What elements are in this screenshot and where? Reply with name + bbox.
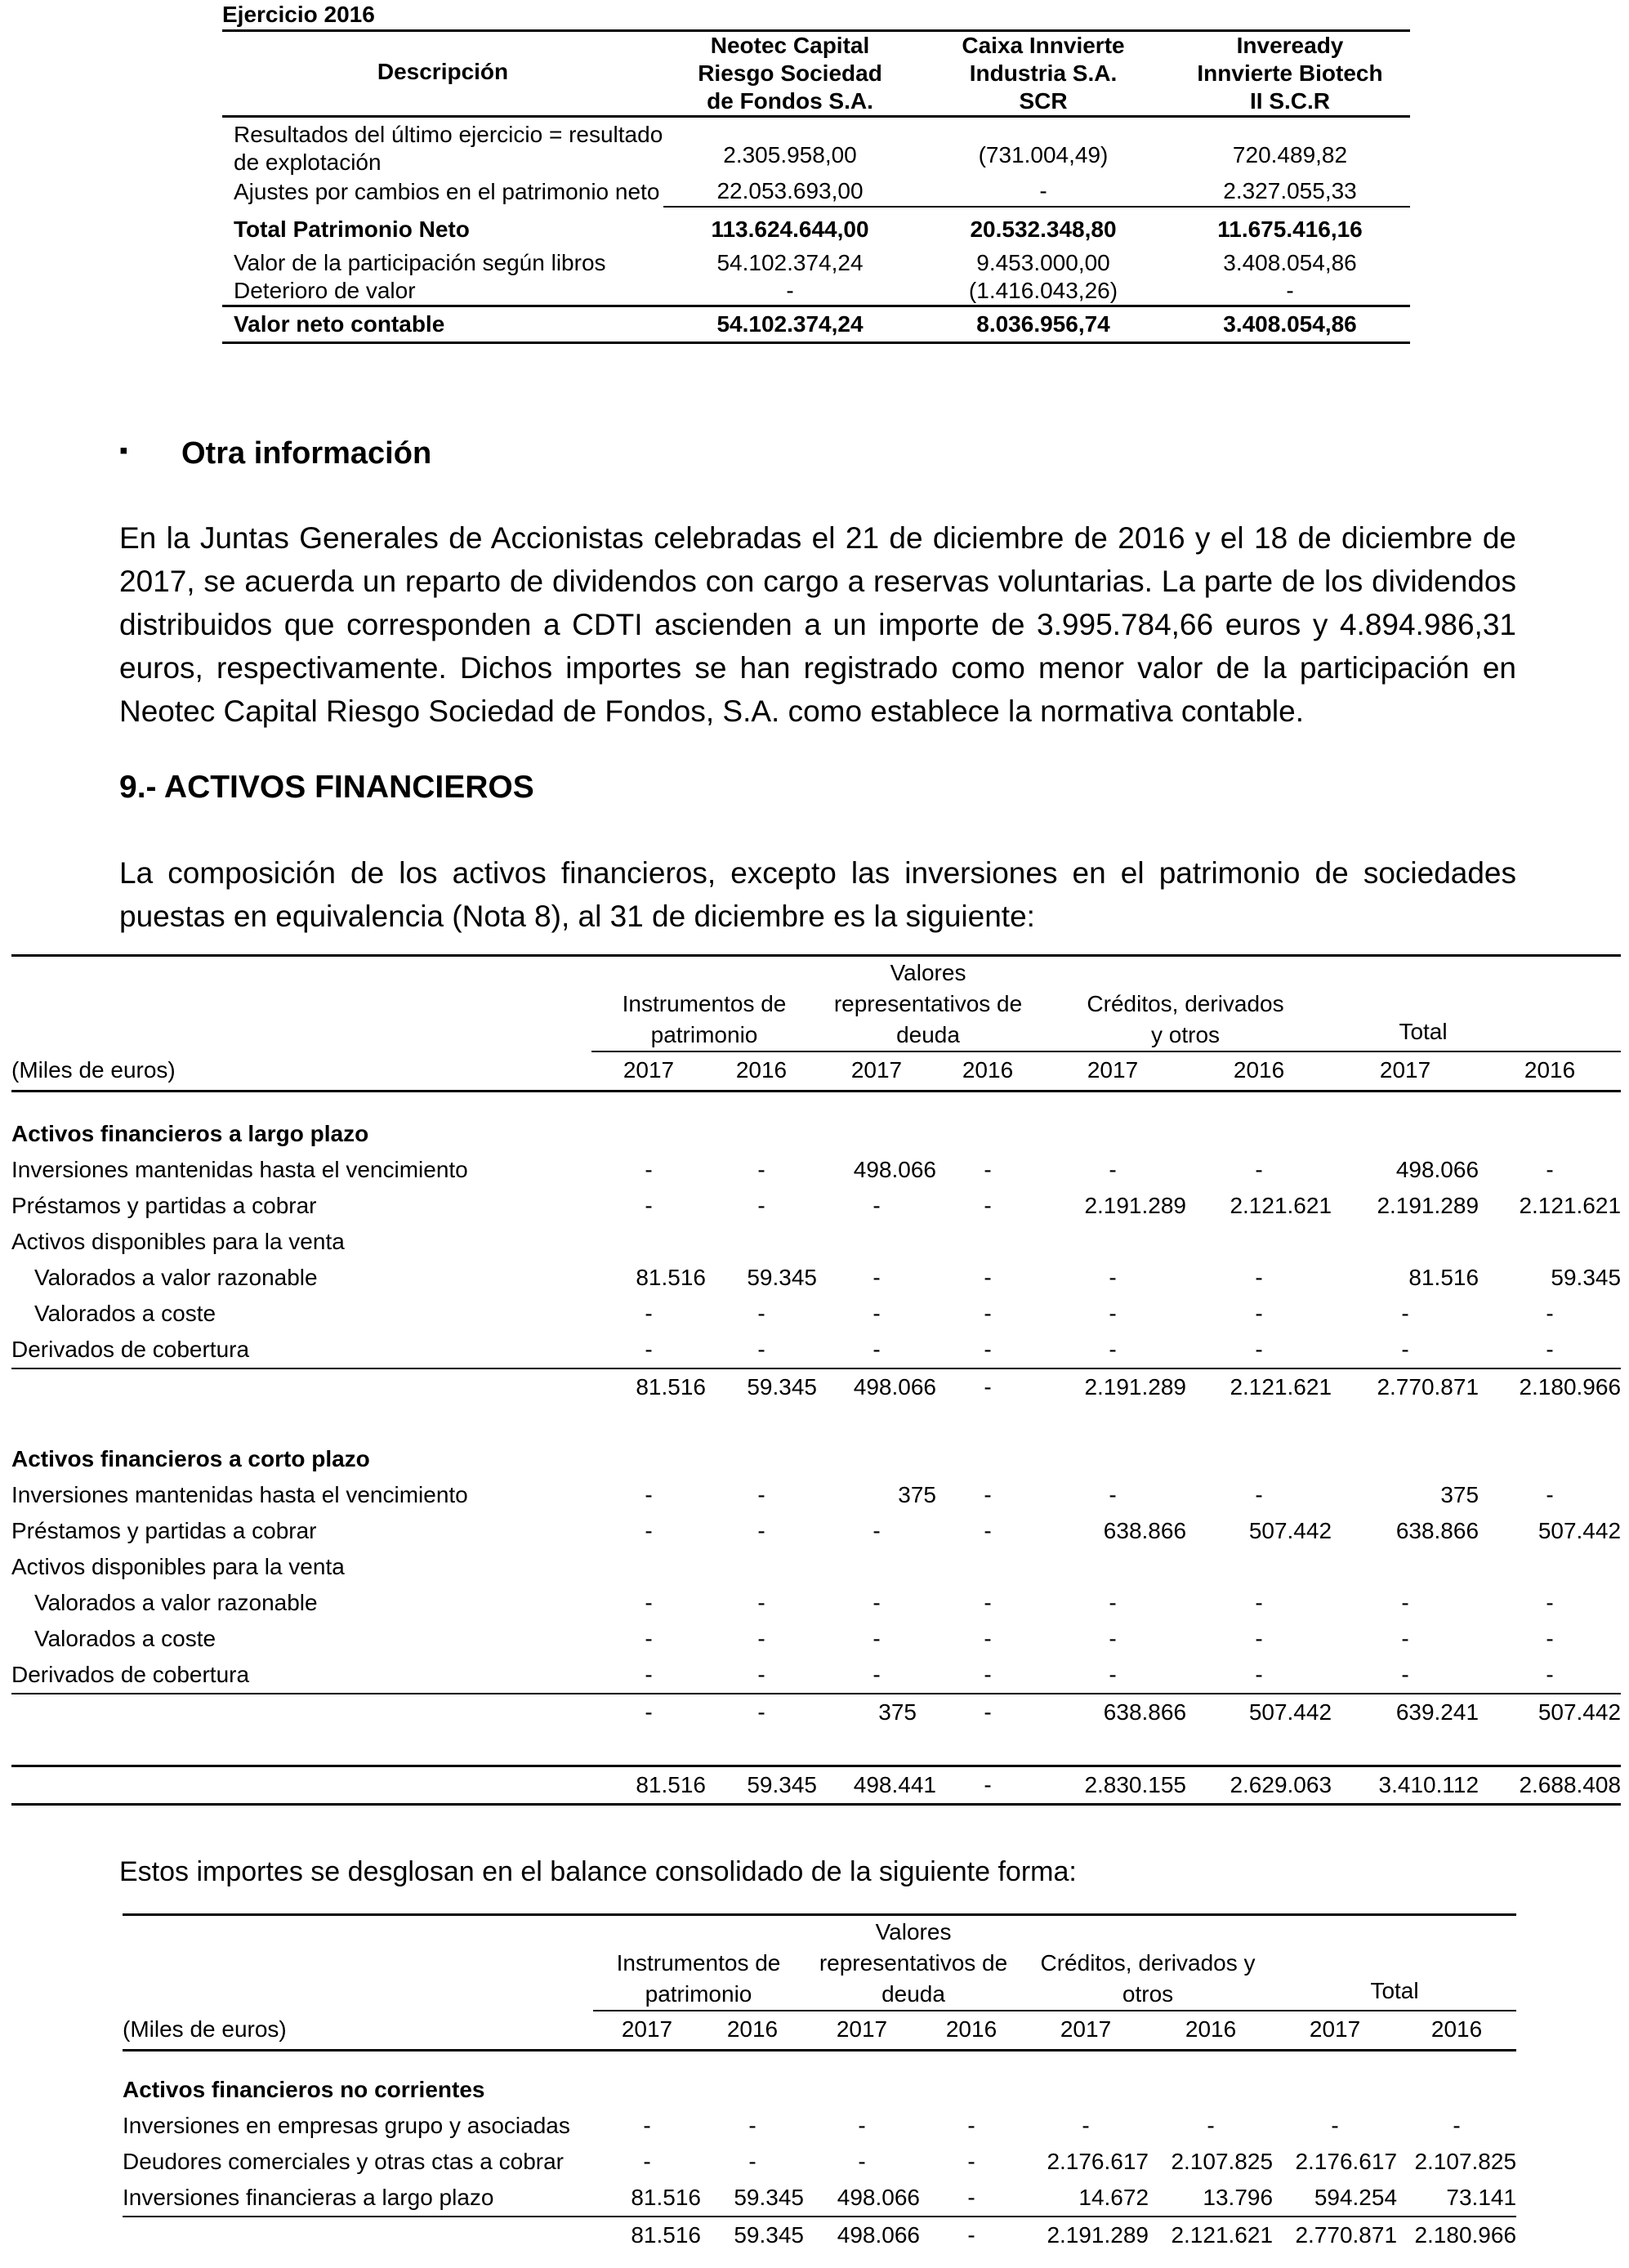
- table-row: [11, 1513, 1621, 1549]
- value-cell: -: [757, 1192, 765, 1218]
- paragraph-breakdown: Estos importes se desglosan en el balance consolidado de la siguiente forma:: [119, 1856, 1077, 1887]
- breakdown-rows: [123, 2108, 1516, 2217]
- total-cell: -: [936, 1368, 1039, 1405]
- total-cell: -: [591, 1694, 706, 1730]
- breakdown-group-header: Valores representativos de deuda: [804, 1917, 1023, 2011]
- value-cell: 498.066: [837, 2184, 920, 2210]
- total-cell: 639.241: [1332, 1694, 1479, 1730]
- assets-long-term-title-row: [11, 1116, 1621, 1152]
- value-cell: -: [748, 2112, 756, 2138]
- assets-table-top-rule: [11, 954, 1621, 957]
- value-cell: -: [757, 1661, 765, 1687]
- total-cell: 507.442: [1186, 1694, 1332, 1730]
- value-cell: -: [1546, 1481, 1554, 1507]
- year-cell: 2017: [817, 1051, 936, 1092]
- row-label: Inversiones mantenidas hasta el vencimiento: [11, 1481, 468, 1507]
- row-label: Valorados a coste: [34, 1300, 216, 1326]
- breakdown-table-top-rule: [123, 1913, 1516, 1916]
- value-cell: -: [1255, 1336, 1263, 1362]
- row-label: Inversiones financieras a largo plazo: [123, 2184, 494, 2210]
- row-label: Deudores comerciales y otras ctas a cobrar: [123, 2148, 564, 2174]
- value-cell: -: [984, 1517, 992, 1543]
- total-cell: 507.442: [1479, 1694, 1621, 1730]
- assets-short-term-title: Activos financieros a corto plazo: [11, 1445, 370, 1471]
- year-cell: 2016: [1397, 2011, 1516, 2051]
- value-cell: -: [873, 1336, 881, 1362]
- equity-cell: 3.408.054,86: [1170, 306, 1410, 343]
- breakdown-group-header: Total: [1273, 1917, 1516, 2011]
- equity-cell: (731.004,49): [978, 142, 1109, 167]
- total-cell: 2.191.289: [1023, 2217, 1149, 2253]
- row-label: Activos disponibles para la venta: [11, 1228, 345, 1254]
- value-cell: -: [645, 1625, 653, 1651]
- value-cell: -: [1082, 2112, 1090, 2138]
- value-cell: -: [1453, 2112, 1461, 2138]
- grand-total-cell: 498.441: [817, 1766, 936, 1805]
- assets-long-term-total-row: [11, 1368, 1621, 1405]
- value-cell: -: [1546, 1336, 1554, 1362]
- assets-long-term-rows: [11, 1152, 1621, 1368]
- value-cell: 2.191.289: [1377, 1192, 1479, 1218]
- bullet-icon: ▪: [119, 437, 128, 464]
- value-cell: -: [1109, 1661, 1117, 1687]
- value-cell: 81.516: [636, 1264, 706, 1290]
- table-row: [11, 1621, 1621, 1657]
- year-cell: 2017: [804, 2011, 920, 2051]
- value-cell: -: [757, 1481, 765, 1507]
- value-cell: [591, 1224, 706, 1260]
- equity-cell: 54.102.374,24: [663, 306, 917, 343]
- value-cell: 2.176.617: [1295, 2148, 1398, 2174]
- total-cell: 498.066: [817, 1368, 936, 1405]
- value-cell: 73.141: [1446, 2184, 1517, 2210]
- equity-table-caption-row: [222, 0, 1410, 31]
- value-cell: -: [1546, 1589, 1554, 1615]
- value-cell: 638.866: [1395, 1517, 1479, 1543]
- row-label: Préstamos y partidas a cobrar: [11, 1517, 317, 1543]
- equity-row-label: Resultados del último ejercicio = resultado de explotación: [234, 122, 663, 175]
- value-cell: -: [873, 1589, 881, 1615]
- value-cell: -: [645, 1481, 653, 1507]
- assets-short-term-total-row: [11, 1694, 1621, 1730]
- year-cell: 2016: [701, 2011, 804, 2051]
- total-cell: 498.066: [804, 2217, 920, 2253]
- total-cell: 2.121.621: [1186, 1368, 1332, 1405]
- equity-cell: 11.675.416,16: [1217, 217, 1363, 242]
- equity-cell: 113.624.644,00: [711, 217, 869, 242]
- value-cell: [706, 1549, 817, 1585]
- value-cell: -: [1331, 2112, 1339, 2138]
- equity-header-neotec: Neotec Capital Riesgo Sociedad de Fondos S.A.: [663, 31, 917, 117]
- equity-cell: 20.532.348,80: [970, 217, 1117, 242]
- value-cell: -: [1401, 1661, 1409, 1687]
- table-row: [11, 1549, 1621, 1585]
- total-cell: 2.180.966: [1397, 2217, 1516, 2253]
- value-cell: -: [1255, 1589, 1263, 1615]
- year-cell: 2016: [1479, 1051, 1621, 1092]
- paragraph-composition: La composición de los activos financieros, excepto las inversiones en el patrimonio de sociedades puestas en equivalencia (Nota 8), al 31 de diciembre es la siguiente:: [119, 856, 1516, 933]
- value-cell: 2.176.617: [1047, 2148, 1149, 2174]
- row-label: Activos disponibles para la venta: [11, 1553, 345, 1579]
- value-cell: -: [1255, 1156, 1263, 1182]
- row-label: Inversiones en empresas grupo y asociadas: [123, 2112, 570, 2138]
- total-cell: -: [920, 2217, 1023, 2253]
- assets-group-header: Créditos, derivados y otros: [1039, 958, 1332, 1051]
- value-cell: [1039, 1224, 1186, 1260]
- value-cell: 638.866: [1103, 1517, 1187, 1543]
- equity-cell: 22.053.693,00: [663, 176, 917, 207]
- grand-total-cell: 2.688.408: [1479, 1766, 1621, 1805]
- value-cell: [1479, 1549, 1621, 1585]
- value-cell: -: [984, 1336, 992, 1362]
- breakdown-unit-label: (Miles de euros): [123, 2011, 593, 2051]
- equity-cell: 8.036.956,74: [917, 306, 1170, 343]
- value-cell: 81.516: [1408, 1264, 1479, 1290]
- value-cell: -: [1109, 1481, 1117, 1507]
- year-cell: 2017: [1023, 2011, 1149, 2051]
- equity-header-caixa: Caixa Innvierte Industria S.A. SCR: [917, 31, 1170, 117]
- value-cell: -: [967, 2184, 975, 2210]
- value-cell: 498.066: [1395, 1156, 1479, 1182]
- value-cell: 2.107.825: [1171, 2148, 1274, 2174]
- table-row: [11, 1188, 1621, 1224]
- value-cell: -: [1401, 1300, 1409, 1326]
- value-cell: -: [858, 2148, 866, 2174]
- paragraph-dividends: En la Juntas Generales de Accionistas celebradas el 21 de diciembre de 2016 y el 18 de diciembre de 2017, se acuerda un reparto de dividendos con cargo a reservas voluntarias. La parte de los dividendos distribuidos que corresponden a CDTI ascienden a un importe de 3.995.784,66 euros y 4.894.986,31 euros, respectivamente. Dichos importes se han registrado como menor valor de la participación en Neotec Capital Riesgo Sociedad de Fondos, S.A. como establece la normativa contable.: [119, 521, 1516, 728]
- equity-cell: -: [917, 176, 1170, 207]
- value-cell: -: [873, 1264, 881, 1290]
- table-row: [11, 1657, 1621, 1694]
- row-label: Inversiones mantenidas hasta el vencimiento: [11, 1156, 468, 1182]
- equity-row-valor-neto: [222, 306, 1410, 343]
- equity-cell: 2.305.958,00: [723, 142, 857, 167]
- value-cell: [817, 1549, 936, 1585]
- equity-row-ajustes: [222, 176, 1410, 207]
- equity-row-label: Ajustes por cambios en el patrimonio neto: [234, 179, 660, 204]
- equity-cell: 54.102.374,24: [716, 250, 864, 275]
- equity-row-total-patrimonio: [222, 207, 1410, 244]
- total-cell: 59.345: [701, 2217, 804, 2253]
- assets-group-header-row: [11, 958, 1621, 1051]
- value-cell: -: [1109, 1336, 1117, 1362]
- value-cell: -: [984, 1264, 992, 1290]
- value-cell: 375: [1440, 1481, 1479, 1507]
- value-cell: -: [645, 1336, 653, 1362]
- equity-cell: (1.416.043,26): [917, 277, 1170, 306]
- value-cell: 2.107.825: [1414, 2148, 1517, 2174]
- value-cell: -: [984, 1589, 992, 1615]
- value-cell: -: [757, 1156, 765, 1182]
- grand-total-cell: 81.516: [591, 1766, 706, 1805]
- value-cell: -: [873, 1300, 881, 1326]
- value-cell: 375: [898, 1481, 936, 1507]
- row-label: Derivados de cobertura: [11, 1336, 250, 1362]
- bullet-heading: Otra información: [181, 436, 432, 471]
- value-cell: 13.796: [1203, 2184, 1274, 2210]
- total-cell: -: [706, 1694, 817, 1730]
- assets-long-term-title: Activos financieros a largo plazo: [11, 1120, 369, 1146]
- value-cell: -: [984, 1661, 992, 1687]
- breakdown-group-header-row: [123, 1917, 1516, 2011]
- assets-table: [11, 958, 1621, 1806]
- year-cell: 2017: [593, 2011, 701, 2051]
- value-cell: -: [1401, 1625, 1409, 1651]
- value-cell: -: [967, 2148, 975, 2174]
- value-cell: -: [1109, 1300, 1117, 1326]
- value-cell: -: [1109, 1156, 1117, 1182]
- value-cell: 2.191.289: [1084, 1192, 1187, 1218]
- value-cell: 59.345: [1551, 1264, 1622, 1290]
- value-cell: -: [757, 1517, 765, 1543]
- equity-cell: -: [663, 277, 917, 306]
- value-cell: 59.345: [747, 1264, 817, 1290]
- total-cell: -: [936, 1694, 1039, 1730]
- value-cell: 2.121.621: [1230, 1192, 1332, 1218]
- value-cell: -: [1401, 1589, 1409, 1615]
- value-cell: -: [645, 1192, 653, 1218]
- year-cell: 2017: [1273, 2011, 1397, 2051]
- table-row: [11, 1585, 1621, 1621]
- value-cell: -: [1401, 1336, 1409, 1362]
- value-cell: [1479, 1224, 1621, 1260]
- total-cell: 638.866: [1039, 1694, 1186, 1730]
- total-cell: 59.345: [706, 1368, 817, 1405]
- year-cell: 2017: [1332, 1051, 1479, 1092]
- value-cell: -: [757, 1336, 765, 1362]
- year-cell: 2017: [1039, 1051, 1186, 1092]
- value-cell: [706, 1224, 817, 1260]
- breakdown-group-header: Instrumentos de patrimonio: [593, 1917, 804, 2011]
- total-cell: 81.516: [593, 2217, 701, 2253]
- value-cell: 2.121.621: [1519, 1192, 1622, 1218]
- value-cell: -: [757, 1589, 765, 1615]
- value-cell: -: [1546, 1661, 1554, 1687]
- value-cell: [936, 1549, 1039, 1585]
- table-row: [123, 2180, 1516, 2217]
- breakdown-group-header: Créditos, derivados y otros: [1023, 1917, 1273, 2011]
- table-row: [11, 1296, 1621, 1332]
- value-cell: 594.254: [1314, 2184, 1398, 2210]
- equity-row-deterioro: [222, 277, 1410, 306]
- section-title: 9.- ACTIVOS FINANCIEROS: [119, 770, 534, 805]
- equity-cell: 720.489,82: [1232, 142, 1348, 167]
- value-cell: [1332, 1549, 1479, 1585]
- total-cell: 81.516: [591, 1368, 706, 1405]
- table-row: [123, 2144, 1516, 2180]
- table-row: [11, 1152, 1621, 1188]
- value-cell: [591, 1549, 706, 1585]
- table-row: [11, 1477, 1621, 1513]
- value-cell: -: [873, 1517, 881, 1543]
- breakdown-total-row: [123, 2217, 1516, 2253]
- value-cell: -: [984, 1300, 992, 1326]
- value-cell: -: [1109, 1589, 1117, 1615]
- row-label: Valorados a coste: [34, 1625, 216, 1651]
- value-cell: -: [645, 1661, 653, 1687]
- value-cell: 507.442: [1248, 1517, 1332, 1543]
- value-cell: -: [858, 2112, 866, 2138]
- total-cell: 2.180.966: [1479, 1368, 1621, 1405]
- table-row: [11, 1332, 1621, 1368]
- value-cell: [1039, 1549, 1186, 1585]
- equity-row-valor-participacion: [222, 244, 1410, 277]
- value-cell: -: [1109, 1625, 1117, 1651]
- value-cell: -: [984, 1156, 992, 1182]
- value-cell: 507.442: [1538, 1517, 1622, 1543]
- year-cell: 2016: [920, 2011, 1023, 2051]
- table-row: [11, 1260, 1621, 1296]
- assets-short-term-title-row: [11, 1441, 1621, 1477]
- value-cell: [817, 1224, 936, 1260]
- value-cell: -: [1207, 2112, 1215, 2138]
- value-cell: -: [757, 1625, 765, 1651]
- value-cell: [1186, 1549, 1332, 1585]
- value-cell: -: [1546, 1300, 1554, 1326]
- value-cell: -: [645, 1156, 653, 1182]
- breakdown-years-row: [123, 2011, 1516, 2051]
- value-cell: -: [1546, 1156, 1554, 1182]
- value-cell: -: [1255, 1300, 1263, 1326]
- equity-header-inveready: Inveready Innvierte Biotech II S.C.R: [1170, 31, 1410, 117]
- assets-short-term-rows: [11, 1477, 1621, 1694]
- value-cell: 14.672: [1078, 2184, 1149, 2210]
- equity-row-label: Deterioro de valor: [222, 277, 663, 306]
- equity-row-label: Valor de la participación según libros: [234, 250, 606, 275]
- total-cell: 2.191.289: [1039, 1368, 1186, 1405]
- value-cell: -: [1546, 1625, 1554, 1651]
- equity-header-description: Descripción: [222, 31, 663, 117]
- total-cell: 2.121.621: [1149, 2217, 1273, 2253]
- year-cell: 2016: [1149, 2011, 1273, 2051]
- table-row: [123, 2108, 1516, 2144]
- value-cell: -: [873, 1661, 881, 1687]
- equity-cell: 2.327.055,33: [1170, 176, 1410, 207]
- value-cell: -: [873, 1192, 881, 1218]
- equity-row-resultados: [222, 117, 1410, 177]
- equity-table: [222, 0, 1410, 344]
- equity-cell: -: [1170, 277, 1410, 306]
- grand-total-cell: 59.345: [706, 1766, 817, 1805]
- value-cell: [1186, 1224, 1332, 1260]
- value-cell: -: [643, 2148, 651, 2174]
- row-label: Derivados de cobertura: [11, 1661, 250, 1687]
- value-cell: 59.345: [734, 2184, 804, 2210]
- value-cell: -: [643, 2112, 651, 2138]
- value-cell: -: [1255, 1661, 1263, 1687]
- equity-cell: 9.453.000,00: [976, 250, 1110, 275]
- grand-total-cell: -: [936, 1766, 1039, 1805]
- value-cell: 81.516: [631, 2184, 701, 2210]
- value-cell: -: [757, 1300, 765, 1326]
- value-cell: -: [1255, 1264, 1263, 1290]
- assets-group-header: Valores representativos de deuda: [817, 958, 1039, 1051]
- row-label: Préstamos y partidas a cobrar: [11, 1192, 317, 1218]
- breakdown-section-title: Activos financieros no corrientes: [123, 2076, 485, 2102]
- assets-group-header: Total: [1332, 958, 1621, 1051]
- value-cell: -: [645, 1589, 653, 1615]
- value-cell: -: [967, 2112, 975, 2138]
- value-cell: 498.066: [853, 1156, 936, 1182]
- grand-total-cell: 2.830.155: [1039, 1766, 1186, 1805]
- value-cell: -: [1109, 1264, 1117, 1290]
- year-cell: 2017: [591, 1051, 706, 1092]
- breakdown-section-title-row: [123, 2072, 1516, 2108]
- value-cell: [1332, 1224, 1479, 1260]
- row-label: Valorados a valor razonable: [34, 1264, 318, 1290]
- table-row: [11, 1224, 1621, 1260]
- total-cell: 375: [817, 1694, 936, 1730]
- value-cell: [936, 1224, 1039, 1260]
- year-cell: 2016: [1186, 1051, 1332, 1092]
- grand-total-cell: 3.410.112: [1332, 1766, 1479, 1805]
- assets-grand-total-row: [11, 1766, 1621, 1805]
- value-cell: -: [873, 1625, 881, 1651]
- assets-years-row: [11, 1051, 1621, 1092]
- value-cell: -: [645, 1517, 653, 1543]
- value-cell: -: [1255, 1625, 1263, 1651]
- value-cell: -: [645, 1300, 653, 1326]
- value-cell: -: [984, 1625, 992, 1651]
- total-cell: 2.770.871: [1332, 1368, 1479, 1405]
- year-cell: 2016: [706, 1051, 817, 1092]
- value-cell: -: [1255, 1481, 1263, 1507]
- grand-total-cell: 2.629.063: [1186, 1766, 1332, 1805]
- assets-group-header: Instrumentos de patrimonio: [591, 958, 817, 1051]
- value-cell: -: [748, 2148, 756, 2174]
- value-cell: -: [984, 1481, 992, 1507]
- equity-cell: 3.408.054,86: [1223, 250, 1357, 275]
- breakdown-table: [123, 1917, 1516, 2253]
- assets-unit-label: (Miles de euros): [11, 1051, 591, 1092]
- equity-table-caption: Ejercicio 2016: [222, 0, 1410, 31]
- year-cell: 2016: [936, 1051, 1039, 1092]
- value-cell: -: [984, 1192, 992, 1218]
- equity-row-label: Valor neto contable: [222, 306, 663, 343]
- equity-row-label: Total Patrimonio Neto: [234, 217, 470, 242]
- row-label: Valorados a valor razonable: [34, 1589, 318, 1615]
- total-cell: 2.770.871: [1273, 2217, 1397, 2253]
- equity-table-header-row: [222, 31, 1410, 117]
